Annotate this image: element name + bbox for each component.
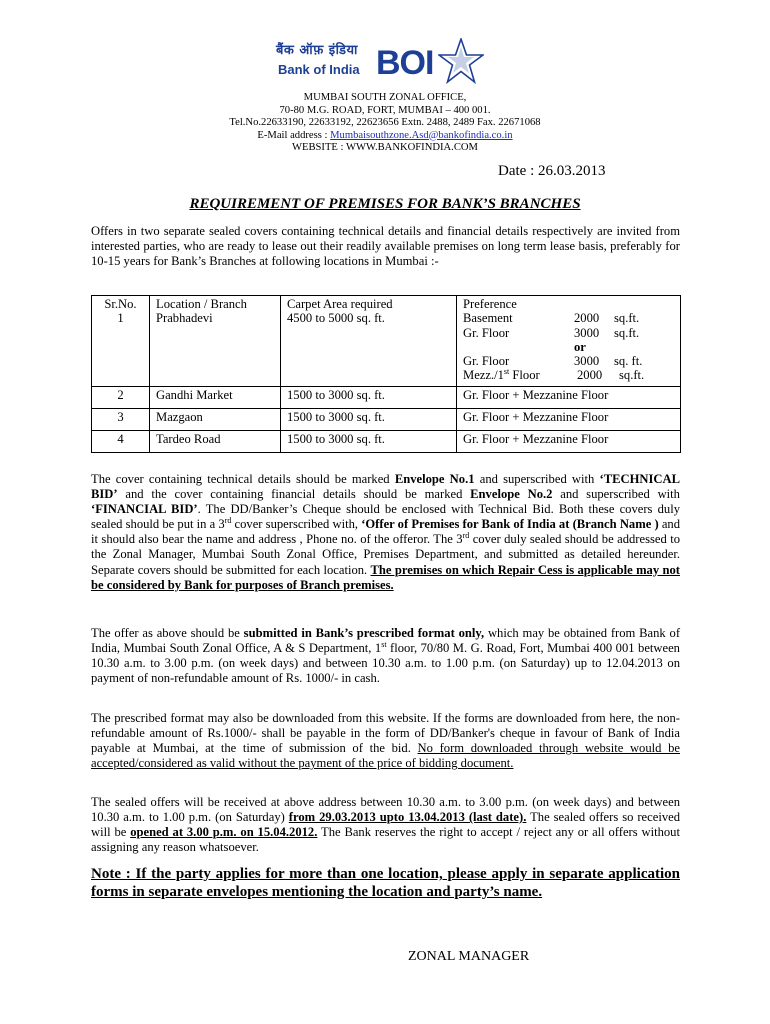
preference-value: Gr. Floor + Mezzanine Floor bbox=[457, 386, 681, 408]
preference-cell bbox=[457, 296, 681, 387]
or-separator: or bbox=[574, 339, 586, 354]
area-value: 1500 to 3000 sq. ft. bbox=[281, 386, 457, 408]
pref-value: 3000 bbox=[574, 325, 600, 340]
location-value: Prabhadevi bbox=[156, 311, 213, 326]
location-cell bbox=[150, 296, 281, 387]
location-value: Mazgaon bbox=[150, 408, 281, 430]
pref-label: Basement bbox=[463, 311, 513, 326]
text-run: The offer as above should be bbox=[91, 626, 244, 640]
pref-label: Gr. Floor bbox=[463, 325, 510, 340]
pref-value: 2000 bbox=[577, 368, 603, 383]
submission-dates-paragraph bbox=[91, 795, 680, 855]
superscript: st bbox=[381, 639, 387, 649]
table-row bbox=[92, 296, 681, 387]
document-title: REQUIREMENT OF PREMISES FOR BANK’S BRANCHES bbox=[189, 196, 581, 212]
bold-run: submitted in Bank’s prescribed format only, bbox=[243, 626, 485, 640]
preference-value: Gr. Floor + Mezzanine Floor bbox=[457, 408, 681, 430]
office-phone: Tel.No.22633190, 22633192, 22623656 Extn. 2488, 2489 Fax. 22671068 bbox=[229, 117, 541, 128]
preference-header: Preference bbox=[463, 297, 517, 311]
office-address: 70-80 M.G. ROAD, FORT, MUMBAI – 400 001. bbox=[279, 104, 491, 116]
office-address-block bbox=[0, 92, 770, 155]
text-run: The prescribed format may also be downloaded from this website. If the forms are downloaded from here, the non-refundable amount of Rs.1000/- shall be payable in the form of DD/Banker's cheque in favour of Bank of India payable at Mumbai, at the time of submission of the bid. bbox=[91, 711, 680, 756]
text-run: and superscribed with bbox=[474, 472, 600, 486]
superscript: rd bbox=[462, 531, 470, 541]
bold-run: ‘Offer of Premises for Bank of India at (Branch Name ) bbox=[361, 517, 659, 532]
sr-header: Sr.No. bbox=[104, 297, 137, 311]
sr-cell bbox=[92, 296, 150, 387]
star-logo-icon bbox=[438, 38, 484, 84]
sr-value: 2 bbox=[92, 386, 150, 408]
area-value: 1500 to 3000 sq. ft. bbox=[281, 430, 457, 452]
text-run: and superscribed with bbox=[552, 487, 680, 502]
table-row bbox=[92, 386, 681, 408]
bold-run: ‘TECHNICAL BID’ bbox=[91, 472, 681, 502]
submission-window: from 29.03.2013 upto 13.04.2013 (last date). bbox=[288, 810, 527, 825]
office-name: MUMBAI SOUTH ZONAL OFFICE, bbox=[303, 92, 467, 103]
download-notice: No form downloaded through website would be accepted/considered as valid without the payment of the price of bidding document. bbox=[91, 741, 680, 771]
bold-run: Envelope No.2 bbox=[470, 487, 553, 502]
mezz-sup: st bbox=[503, 367, 510, 377]
pref-label: Gr. Floor bbox=[463, 354, 510, 369]
text-run: which may be obtained from Bank of India, Mumbai South Zonal Office, A & S Department, 1 bbox=[91, 626, 681, 656]
area-value: 1500 to 3000 sq. ft. bbox=[281, 408, 457, 430]
office-email-line bbox=[0, 130, 770, 143]
area-cell bbox=[281, 296, 457, 387]
text-run: The cover containing technical details should be marked bbox=[91, 472, 395, 486]
text-run: floor, 70/80 M. G. Road, Fort, Mumbai 400 001 between 10.30 a.m. to 3.00 p.m. (on week days) and between 10.30 a.m. to 1.00 p.m. (on Saturday) up to 12.04.2013 on payment of non-refundable amount of Rs. 1000/- in cash. bbox=[91, 641, 680, 686]
locations-table bbox=[91, 295, 681, 453]
opening-date: opened at 3.00 p.m. on 15.04.2012. bbox=[130, 825, 318, 840]
text-run: cover superscribed with, bbox=[231, 517, 362, 532]
intro-paragraph: Offers in two separate sealed covers containing technical details and financial details respectively are invited from interested parties, who are ready to lease out their readily available premises on long term lease basis, preferably for 10-15 years for Bank’s Branches at following locations in Mumbai :- bbox=[91, 224, 680, 269]
logo-english-text: Bank of India bbox=[278, 62, 360, 77]
email-link[interactable]: Mumbaisouthzone.Asd@bankofindia.co.in bbox=[330, 129, 513, 141]
preference-line bbox=[463, 311, 674, 325]
preference-value: Gr. Floor + Mezzanine Floor bbox=[457, 430, 681, 452]
prescribed-format-paragraph bbox=[91, 626, 680, 686]
preference-line bbox=[463, 354, 674, 368]
text-run: cover duly sealed should be addressed to the Zonal Manager, Mumbai South Zonal Office, Premises Department, and submitted as detailed hereunder. Separate covers should be submitted for each location. bbox=[91, 532, 680, 577]
email-label: E-Mail address : bbox=[257, 129, 328, 141]
text-run: The Bank reserves the right to accept / reject any or all offers without assigning any reason whatsoever. bbox=[91, 825, 680, 855]
location-header: Location / Branch bbox=[156, 297, 247, 311]
pref-unit: sq. ft. bbox=[614, 354, 643, 369]
pref-unit: sq.ft. bbox=[614, 325, 640, 340]
table-row bbox=[92, 430, 681, 452]
text-run: The sealed offers so received will be bbox=[91, 810, 681, 840]
table-row bbox=[92, 408, 681, 430]
logo-boi-text: BOI bbox=[376, 44, 434, 82]
pref-unit: sq.ft. bbox=[619, 368, 645, 383]
superscript: rd bbox=[224, 516, 232, 526]
pref-value: 2000 bbox=[574, 311, 600, 326]
preference-line bbox=[463, 368, 674, 382]
text-run: The sealed offers will be received at above address between 10.30 a.m. to 3.00 p.m. (on week days) and between 10.30 a.m. to 1.00 p.m. (on Saturday) bbox=[91, 795, 680, 825]
envelope-instructions-paragraph bbox=[91, 472, 680, 593]
office-website: WEBSITE : WWW.BANKOFINDIA.COM bbox=[292, 142, 478, 153]
bold-run: Envelope No.1 bbox=[394, 472, 475, 486]
sr-value: 3 bbox=[92, 408, 150, 430]
document-date: Date : 26.03.2013 bbox=[498, 163, 606, 179]
sr-value: 4 bbox=[92, 430, 150, 452]
location-value: Tardeo Road bbox=[150, 430, 281, 452]
pref-value: 3000 bbox=[574, 354, 600, 369]
area-header: Carpet Area required bbox=[287, 297, 393, 311]
text-run: and it should also bear the name and address , Phone no. of the offeror. The 3 bbox=[91, 517, 681, 547]
logo-hindi-text: बैंक ऑफ़ इंडिया bbox=[276, 43, 358, 58]
note-paragraph: Note : If the party applies for more than one location, please apply in separate application forms in separate envelopes mentioning the location and party’s name. bbox=[91, 866, 680, 900]
area-value: 4500 to 5000 sq. ft. bbox=[287, 311, 385, 326]
location-value: Gandhi Market bbox=[150, 386, 281, 408]
sr-value: 1 bbox=[117, 311, 124, 326]
signature-title: ZONAL MANAGER bbox=[408, 949, 530, 964]
repair-cess-notice: The premises on which Repair Cess is applicable may not be considered by Bank for purposes of Branch premises. bbox=[91, 562, 680, 592]
download-paragraph bbox=[91, 711, 680, 771]
bank-logo bbox=[276, 38, 494, 86]
preference-line bbox=[463, 326, 674, 340]
text-run: and the cover containing financial details should be marked bbox=[117, 487, 471, 502]
mezz-rest: Floor bbox=[509, 368, 540, 383]
pref-label bbox=[463, 368, 574, 382]
pref-unit: sq.ft. bbox=[614, 311, 640, 326]
mezz-label: Mezz./1 bbox=[463, 368, 504, 383]
text-run: . The DD/Banker’s Cheque should be enclosed with Technical Bid. Both these covers duly sealed should be put in a 3 bbox=[91, 502, 680, 532]
bold-run: ‘FINANCIAL BID’ bbox=[91, 502, 198, 517]
